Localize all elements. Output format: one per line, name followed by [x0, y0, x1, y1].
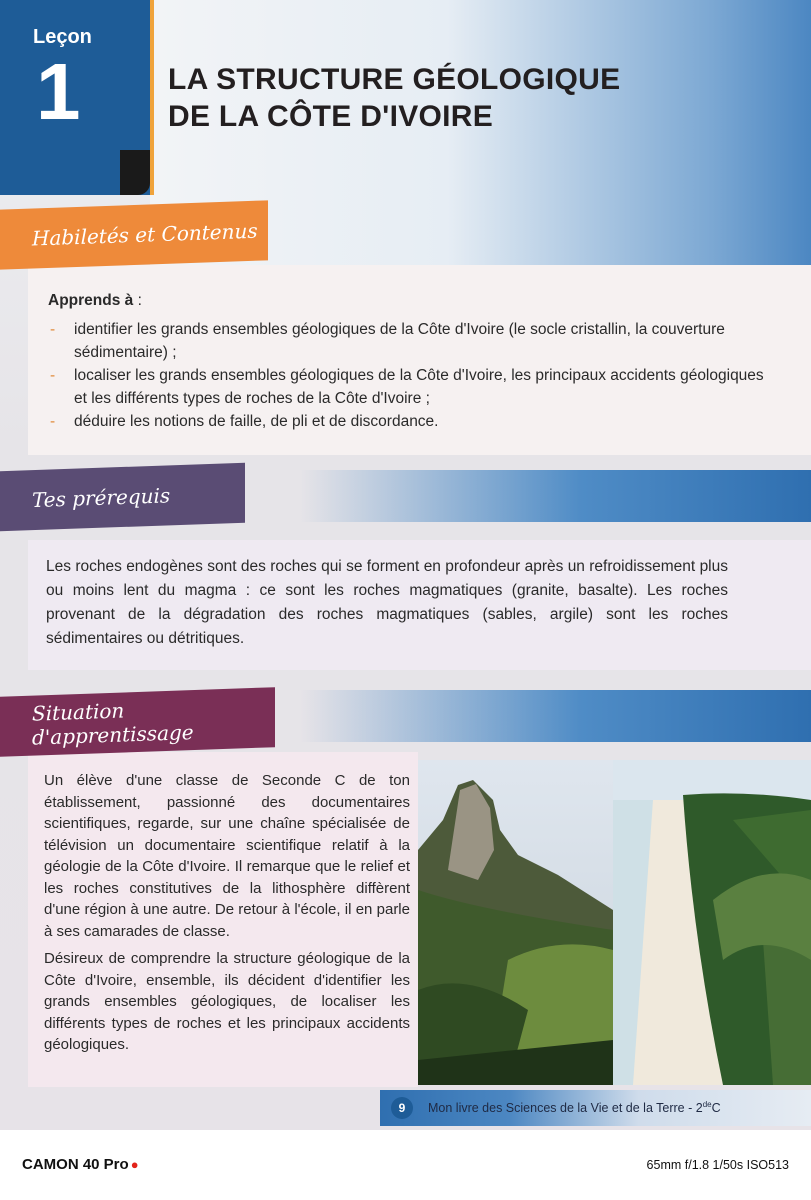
- book-title-superscript: de: [702, 1100, 712, 1109]
- skill-item: - identifier les grands ensembles géologiques de la Côte d'Ivoire (le socle cristallin, la couverture sédimentaire) ;: [48, 318, 768, 364]
- lesson-title: [168, 62, 688, 135]
- camera-model: [22, 1156, 139, 1173]
- prerequis-tag: Tes prérequis: [0, 463, 245, 532]
- lesson-title-line-1: LA STRUCTURE GÉOLOGIQUE: [168, 63, 621, 96]
- book-title-suffix: C: [711, 1101, 721, 1116]
- situation-paragraph-2: Désireux de comprendre la structure géologique de la Côte d'Ivoire, ensemble, ils décident d'identifier les grands ensembles géologiques, de localiser les différents types de roches et les principaux accidents géologiques.: [44, 950, 410, 1053]
- camera-model-text: CAMON 40 Pro: [22, 1156, 129, 1173]
- skills-list: [48, 318, 768, 433]
- situation-tag: Situation d'apprentissage: [0, 687, 275, 757]
- situation-paragraph-1: Un élève d'une classe de Seconde C de ton établissement, passionné des documentaires scientifiques, regarde, sur une chaîne spécialisée de télévision un documentaire scientifique relatif à la géologie de la Côte d'Ivoire. Il remarque que le relief et les roches constitutives de la lithosphère diffèrent d'une région à une autre. De retour à l'école, il en parle à ses camarades de classe.: [44, 772, 410, 940]
- lesson-label: Leçon: [33, 26, 92, 48]
- apprends-heading: [48, 292, 142, 310]
- footer-book-title: [428, 1100, 721, 1115]
- situation-stripe: [300, 690, 811, 742]
- lesson-title-line-2: DE LA CÔTE D'IVOIRE: [168, 99, 494, 133]
- beach-palm-photo: [613, 760, 811, 1085]
- apprends-colon: :: [133, 292, 142, 309]
- situation-text: [44, 770, 410, 1062]
- camera-red-dot-icon: ●: [130, 1157, 139, 1172]
- skill-item: - localiser les grands ensembles géologiques de la Côte d'Ivoire, les principaux accidents géologiques et les différents types de roches de la Côte d'Ivoire ;: [48, 364, 768, 410]
- prerequis-text: Les roches endogènes sont des roches qui se forment en profondeur après un refroidissement plus ou moins lent du magma : ce sont les roches magmatiques (granite, basalte). Les roches provenant de la dégradation des roches magmatiques (sables, argile) sont les roches sédimentaires ou détritiques.: [46, 558, 728, 647]
- book-title: Mon livre des Sciences de la Vie et de la Terre - 2: [428, 1101, 703, 1116]
- rock-mountain-photo: [418, 760, 613, 1085]
- apprends-label: Apprends à: [48, 292, 134, 309]
- lesson-tab-fold: [120, 150, 150, 195]
- prerequis-stripe: [300, 470, 811, 522]
- page-number: 9: [391, 1097, 413, 1119]
- camera-settings: 65mm f/1.8 1/50s ISO513: [646, 1158, 789, 1172]
- lesson-number: 1: [36, 47, 81, 136]
- skill-item: - déduire les notions de faille, de pli et de discordance.: [48, 410, 768, 433]
- habiletes-tag: Habiletés et Contenus: [0, 200, 268, 269]
